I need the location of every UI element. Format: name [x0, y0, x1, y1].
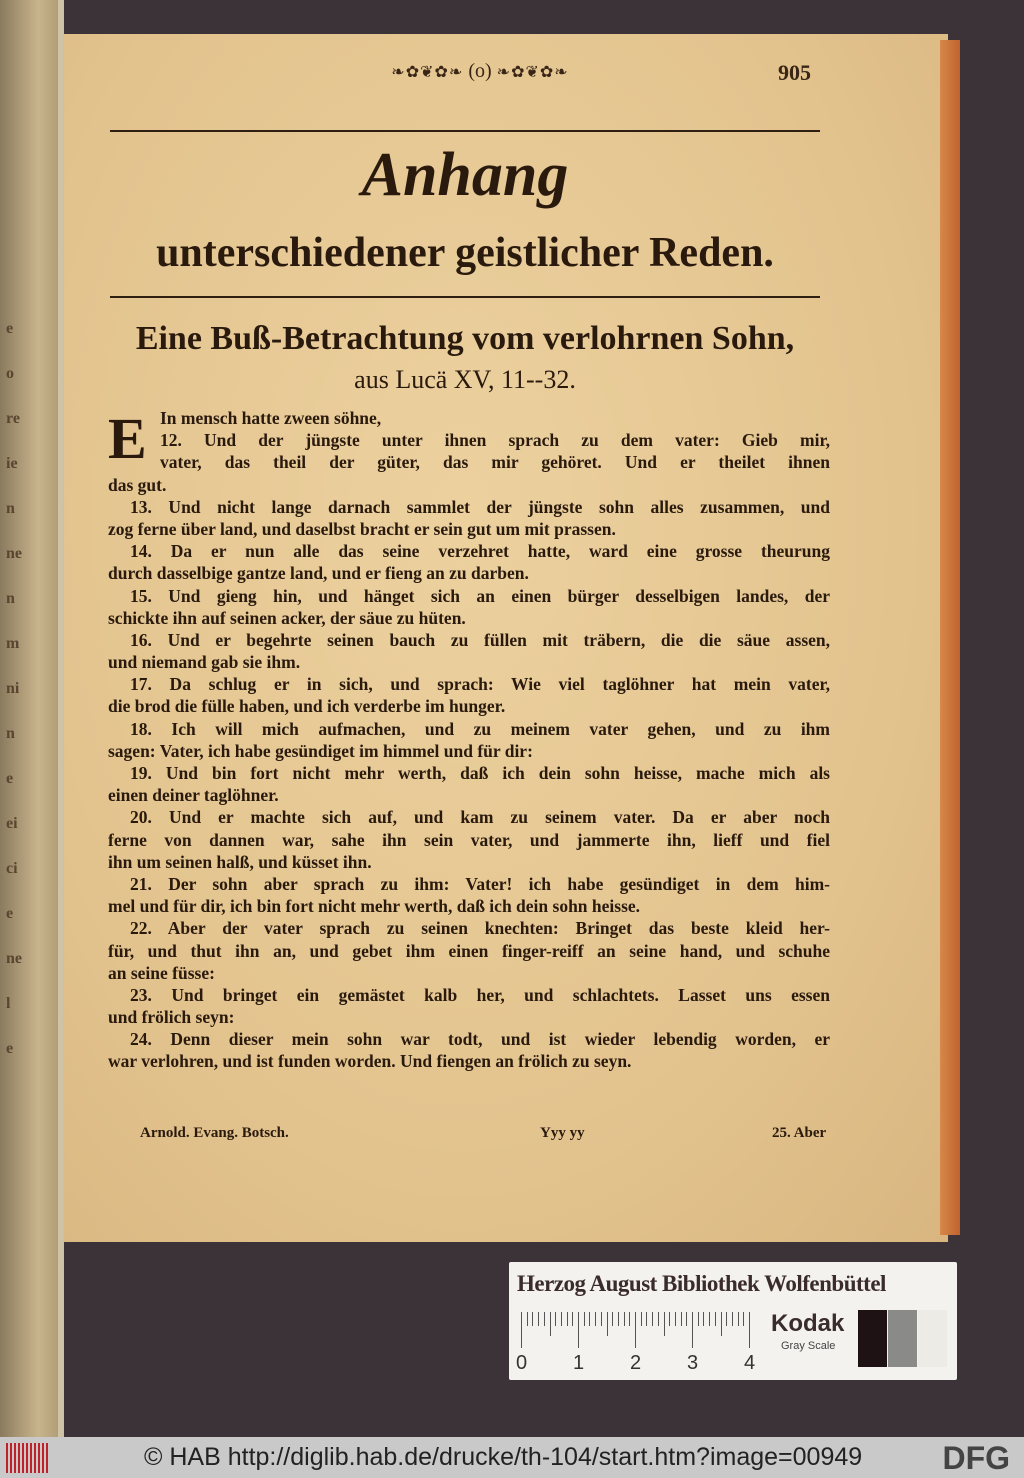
ruler-tick [607, 1312, 608, 1336]
color-calibration-card [509, 1262, 957, 1380]
body-line: durch dasselbige gantze land, und er fieng an zu darben. [108, 563, 529, 584]
ruler-tick [692, 1312, 693, 1348]
left-page-fragment: ne [6, 950, 22, 967]
ruler-tick [703, 1312, 704, 1326]
section-title: Eine Buß-Betrachtung vom verlohrnen Sohn, [135, 320, 795, 357]
body-line: für, und thut ihn an, und gebet ihm einen finger-reiff an seine hand, und schuhe [108, 940, 830, 961]
ruler-tick [601, 1312, 602, 1326]
ruler-tick [555, 1312, 556, 1326]
body-line: 24. Denn dieser mein sohn war todt, und ist wieder lebendig worden, er [130, 1029, 830, 1050]
body-line: ferne von dannen war, sahe ihn sein vater, und jammerte ihn, lieff und fiel [108, 829, 830, 850]
body-line: 12. Und der jüngste unter ihnen sprach zu dem vater: Gieb mir, [160, 430, 830, 451]
ruler-tick [664, 1312, 665, 1336]
left-page-fragment: re [6, 410, 20, 427]
page-edge-orange [940, 40, 960, 1235]
running-title: Arnold. Evang. Botsch. [140, 1125, 289, 1141]
ruler-tick [544, 1312, 545, 1326]
ruler-tick [550, 1312, 551, 1336]
gray-swatch [918, 1310, 947, 1367]
section-reference: aus Lucä XV, 11--32. [354, 365, 576, 394]
body-line: vater, das theil der güter, das mir gehöret. Und er theilet ihnen [160, 452, 830, 473]
ruler-number: 3 [687, 1352, 699, 1374]
body-line: 18. Ich will mich aufmachen, und zu meinem vater gehen, und zu ihm [130, 718, 830, 739]
ruler-tick [561, 1312, 562, 1326]
signature-mark: (o) [468, 60, 492, 82]
page-header [300, 60, 660, 83]
page-number: 905 [778, 60, 811, 85]
left-page-fragment: ei [6, 815, 18, 832]
left-page-fragment: e [6, 770, 14, 787]
ornament-left: ❧✿❦✿❧ [391, 64, 464, 81]
ruler-number: 4 [744, 1352, 756, 1374]
body-line: mel und für dir, ich bin fort nicht mehr werth, daß ich dein sohn heisse. [108, 896, 641, 917]
ruler-tick [567, 1312, 568, 1326]
body-line: 22. Aber der vater sprach zu seinen knechten: Bringet das beste kleid her- [130, 918, 830, 939]
left-page-fragment: e [6, 905, 14, 922]
adjacent-page [0, 0, 64, 1437]
ruler-tick [743, 1312, 744, 1326]
left-page-fragment: ie [6, 455, 18, 472]
gray-swatch [858, 1310, 887, 1367]
copyright-url[interactable]: © HAB http://diglib.hab.de/drucke/th-104/start.htm?image=00949 [144, 1443, 863, 1471]
drop-cap: E [108, 406, 147, 471]
gray-swatch [888, 1310, 917, 1367]
left-page-fragment: l [6, 995, 11, 1012]
ruler-tick [749, 1312, 750, 1348]
ruler-tick [675, 1312, 676, 1326]
ruler-tick [658, 1312, 659, 1326]
ruler-tick [646, 1312, 647, 1326]
ruler-tick [612, 1312, 613, 1326]
ruler-tick [686, 1312, 687, 1326]
ruler-tick [652, 1312, 653, 1326]
library-name: Herzog August Bibliothek Wolfenbüttel [517, 1271, 886, 1296]
body-text [108, 407, 830, 1073]
ruler-tick [521, 1312, 522, 1348]
body-line: 17. Da schlug er in sich, und sprach: Wie viel taglöhner hat mein vater, [130, 674, 830, 695]
body-line: sagen: Vater, ich habe gesündiget im himmel und für dir: [108, 740, 533, 761]
left-page-fragment: n [6, 590, 15, 607]
ruler-tick [595, 1312, 596, 1326]
ruler-tick [584, 1312, 585, 1326]
body-line: 21. Der sohn aber sprach zu ihm: Vater! ich habe gesündiget in dem him- [130, 873, 830, 894]
ruler-number: 1 [573, 1352, 585, 1374]
body-line: und frölich seyn: [108, 1007, 235, 1028]
ruler-tick [589, 1312, 590, 1326]
body-line: 16. Und er begehrte seinen bauch zu füllen mit träbern, die die säue assen, [130, 629, 830, 650]
ruler-tick [732, 1312, 733, 1326]
body-line: 14. Da er nun alle das seine verzehret hatte, ward eine grosse theurung [130, 541, 830, 562]
body-line: einen deiner taglöhner. [108, 785, 279, 806]
ruler-number: 0 [516, 1352, 528, 1374]
body-line: 20. Und er machte sich auf, und kam zu seinem vater. Da er aber noch [130, 807, 830, 828]
signature: Yyy yy [540, 1125, 585, 1141]
ruler-tick [527, 1312, 528, 1326]
body-line: die brod die fülle haben, und ich verderbe im hunger. [108, 696, 506, 717]
ruler-tick [629, 1312, 630, 1326]
ruler-tick [624, 1312, 625, 1326]
left-page-fragment: ci [6, 860, 18, 877]
ruler-tick [641, 1312, 642, 1326]
body-line: das gut. [108, 474, 167, 495]
title-anhang: Anhang [361, 141, 569, 209]
ruler-tick [532, 1312, 533, 1326]
ruler-tick [669, 1312, 670, 1326]
body-line: 13. Und nicht lange darnach sammlet der jüngste sohn alles zusammen, und [130, 496, 830, 517]
left-page-fragment: e [6, 1040, 14, 1057]
kodak-logo: Kodak [771, 1310, 845, 1337]
ornament-right: ❧✿❦✿❧ [496, 64, 569, 81]
body-line: 19. Und bin fort nicht mehr werth, daß ich dein sohn heisse, mache mich als [130, 763, 830, 783]
body-line: zog ferne über land, und daselbst bracht er sein gut um mit prassen. [108, 518, 616, 539]
ruler-tick [681, 1312, 682, 1326]
body-line: an seine füsse: [108, 962, 215, 983]
ruler-tick [738, 1312, 739, 1326]
left-page-fragment: ni [6, 680, 20, 697]
body-line: 23. Und bringet ein gemästet kalb her, und schlachtets. Lasset uns essen [130, 984, 830, 1005]
left-page-fragment: e [6, 320, 14, 337]
ruler [516, 1312, 756, 1374]
gray-scale-label: Gray Scale [781, 1340, 836, 1352]
ruler-tick [538, 1312, 539, 1326]
ruler-tick [709, 1312, 710, 1326]
ruler-tick [618, 1312, 619, 1326]
ruler-tick [635, 1312, 636, 1348]
body-line: ihn um seinen halß, und küsset ihn. [108, 851, 372, 872]
hab-logo-icon [6, 1443, 48, 1473]
left-page-fragment: o [6, 365, 14, 382]
body-line: 15. Und gieng hin, und hänget sich an einen bürger desselbigen landes, der [130, 585, 830, 606]
header-rule [110, 130, 820, 132]
left-page-fragment: m [6, 635, 20, 652]
body-line: war verlohren, und ist funden worden. Und fiengen an frölich zu seyn. [108, 1051, 632, 1072]
ruler-tick [578, 1312, 579, 1348]
body-line: und niemand gab sie ihm. [108, 652, 301, 673]
body-line: schickte ihn auf seinen acker, der säue zu hüten. [108, 607, 466, 628]
body-line: In mensch hatte zween söhne, [160, 408, 382, 428]
ruler-tick [726, 1312, 727, 1326]
ruler-tick [698, 1312, 699, 1326]
ruler-number: 2 [630, 1352, 642, 1374]
dfg-logo: DFG [942, 1440, 1010, 1476]
ruler-tick [715, 1312, 716, 1326]
catchword: 25. Aber [772, 1125, 827, 1141]
left-page-fragment: n [6, 500, 15, 517]
ruler-tick [572, 1312, 573, 1326]
title-subtitle: unterschiedener geistlicher Reden. [156, 230, 774, 276]
footer-bar [0, 1437, 1024, 1478]
left-page-fragment: n [6, 725, 15, 742]
ruler-tick [721, 1312, 722, 1336]
title-rule [110, 296, 820, 298]
left-page-fragment: ne [6, 545, 22, 562]
